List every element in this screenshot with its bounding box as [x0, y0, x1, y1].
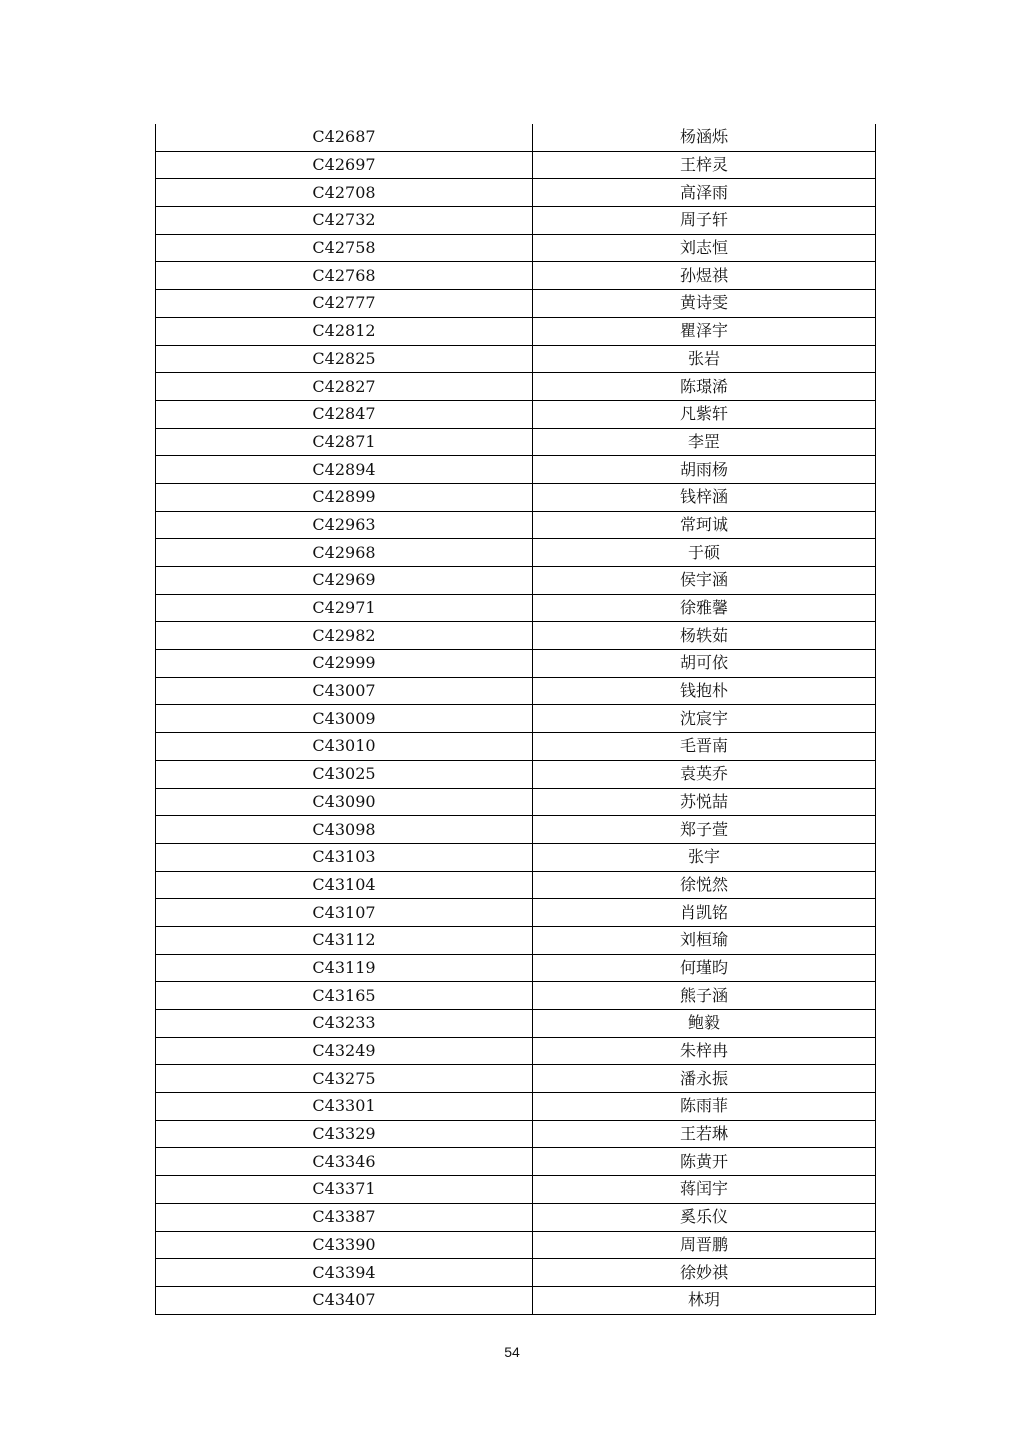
- table-row: [156, 622, 876, 650]
- candidate-code-cell: C42732: [156, 207, 533, 235]
- candidate-name-cell: 于硕: [533, 539, 876, 567]
- candidate-name-cell: 朱梓冉: [533, 1037, 876, 1065]
- candidate-code-cell: C43009: [156, 705, 533, 733]
- table-row: [156, 1148, 876, 1176]
- candidate-code-cell: C42963: [156, 511, 533, 539]
- table-row: [156, 788, 876, 816]
- candidate-code-cell: C43112: [156, 926, 533, 954]
- candidate-name-cell: 肖凯铭: [533, 899, 876, 927]
- table-row: [156, 1259, 876, 1287]
- candidate-code-cell: C42768: [156, 262, 533, 290]
- candidate-code-cell: C42971: [156, 594, 533, 622]
- candidate-code-cell: C42969: [156, 567, 533, 595]
- candidate-code-cell: C43407: [156, 1286, 533, 1314]
- table-row: [156, 1176, 876, 1204]
- candidate-name-cell: 周晋鹏: [533, 1231, 876, 1259]
- table-row: [156, 1231, 876, 1259]
- candidate-code-cell: C42999: [156, 650, 533, 678]
- candidate-code-cell: C43390: [156, 1231, 533, 1259]
- candidate-code-cell: C43346: [156, 1148, 533, 1176]
- table-row: [156, 483, 876, 511]
- table-row: [156, 871, 876, 899]
- candidate-name-cell: 钱梓涵: [533, 483, 876, 511]
- candidate-code-cell: C43098: [156, 816, 533, 844]
- candidate-name-cell: 周子轩: [533, 207, 876, 235]
- candidate-name-cell: 胡可依: [533, 650, 876, 678]
- candidate-code-cell: C43394: [156, 1259, 533, 1287]
- table-row: [156, 151, 876, 179]
- table-row: [156, 594, 876, 622]
- table-row: [156, 290, 876, 318]
- candidate-code-cell: C43275: [156, 1065, 533, 1093]
- candidate-name-cell: 苏悦喆: [533, 788, 876, 816]
- table-row: [156, 400, 876, 428]
- candidate-code-cell: C42968: [156, 539, 533, 567]
- table-row: [156, 179, 876, 207]
- candidate-name-cell: 钱抱朴: [533, 677, 876, 705]
- candidate-code-cell: C42894: [156, 456, 533, 484]
- table-row: [156, 262, 876, 290]
- table-row: [156, 124, 876, 151]
- table-row: [156, 373, 876, 401]
- candidate-code-cell: C43107: [156, 899, 533, 927]
- page-number: 54: [504, 1344, 520, 1360]
- candidate-name-cell: 毛晋南: [533, 733, 876, 761]
- table-row: [156, 677, 876, 705]
- candidate-code-cell: C43103: [156, 843, 533, 871]
- candidate-code-cell: C42812: [156, 317, 533, 345]
- candidate-name-cell: 瞿泽宇: [533, 317, 876, 345]
- candidate-code-cell: C43329: [156, 1120, 533, 1148]
- candidate-name-cell: 沈宸宇: [533, 705, 876, 733]
- candidate-name-cell: 袁英乔: [533, 760, 876, 788]
- table-row: [156, 1037, 876, 1065]
- table-row: [156, 1120, 876, 1148]
- roster-table: [155, 124, 876, 1315]
- table-row: [156, 760, 876, 788]
- table-row: [156, 705, 876, 733]
- table-row: [156, 1010, 876, 1038]
- candidate-code-cell: C42847: [156, 400, 533, 428]
- table-row: [156, 982, 876, 1010]
- candidate-name-cell: 杨涵烁: [533, 124, 876, 151]
- table-row: [156, 234, 876, 262]
- candidate-code-cell: C43165: [156, 982, 533, 1010]
- table-row: [156, 899, 876, 927]
- table-row: [156, 567, 876, 595]
- candidate-code-cell: C43010: [156, 733, 533, 761]
- candidate-name-cell: 张宇: [533, 843, 876, 871]
- table-row: [156, 207, 876, 235]
- candidate-code-cell: C42777: [156, 290, 533, 318]
- candidate-name-cell: 李罡: [533, 428, 876, 456]
- candidate-code-cell: C43090: [156, 788, 533, 816]
- candidate-code-cell: C43025: [156, 760, 533, 788]
- candidate-name-cell: 黄诗雯: [533, 290, 876, 318]
- table-row: [156, 954, 876, 982]
- candidate-code-cell: C42697: [156, 151, 533, 179]
- candidate-code-cell: C43249: [156, 1037, 533, 1065]
- candidate-name-cell: 陈雨菲: [533, 1093, 876, 1121]
- candidate-code-cell: C43301: [156, 1093, 533, 1121]
- candidate-name-cell: 徐雅馨: [533, 594, 876, 622]
- candidate-name-cell: 常珂诚: [533, 511, 876, 539]
- candidate-name-cell: 刘桓瑜: [533, 926, 876, 954]
- candidate-name-cell: 胡雨杨: [533, 456, 876, 484]
- table-row: [156, 1065, 876, 1093]
- roster-table-body: [156, 124, 876, 1314]
- candidate-code-cell: C43233: [156, 1010, 533, 1038]
- table-row: [156, 1286, 876, 1314]
- candidate-name-cell: 陈璟浠: [533, 373, 876, 401]
- table-row: [156, 733, 876, 761]
- candidate-name-cell: 蒋闰宇: [533, 1176, 876, 1204]
- candidate-code-cell: C43104: [156, 871, 533, 899]
- table-row: [156, 456, 876, 484]
- candidate-name-cell: 侯宇涵: [533, 567, 876, 595]
- candidate-code-cell: C42982: [156, 622, 533, 650]
- candidate-code-cell: C42687: [156, 124, 533, 151]
- candidate-name-cell: 凡紫轩: [533, 400, 876, 428]
- table-row: [156, 926, 876, 954]
- candidate-code-cell: C42899: [156, 483, 533, 511]
- table-row: [156, 345, 876, 373]
- table-row: [156, 650, 876, 678]
- candidate-name-cell: 王梓灵: [533, 151, 876, 179]
- candidate-code-cell: C43119: [156, 954, 533, 982]
- candidate-name-cell: 徐悦然: [533, 871, 876, 899]
- candidate-name-cell: 鲍毅: [533, 1010, 876, 1038]
- candidate-code-cell: C43387: [156, 1203, 533, 1231]
- candidate-name-cell: 徐妙祺: [533, 1259, 876, 1287]
- candidate-code-cell: C42758: [156, 234, 533, 262]
- candidate-name-cell: 高泽雨: [533, 179, 876, 207]
- candidate-name-cell: 林玥: [533, 1286, 876, 1314]
- candidate-name-cell: 熊子涵: [533, 982, 876, 1010]
- table-row: [156, 816, 876, 844]
- candidate-code-cell: C42708: [156, 179, 533, 207]
- candidate-name-cell: 孙煜祺: [533, 262, 876, 290]
- table-row: [156, 317, 876, 345]
- table-row: [156, 511, 876, 539]
- candidate-code-cell: C42825: [156, 345, 533, 373]
- candidate-name-cell: 杨轶茹: [533, 622, 876, 650]
- candidate-code-cell: C43371: [156, 1176, 533, 1204]
- candidate-name-cell: 潘永振: [533, 1065, 876, 1093]
- candidate-code-cell: C43007: [156, 677, 533, 705]
- candidate-code-cell: C42871: [156, 428, 533, 456]
- candidate-code-cell: C42827: [156, 373, 533, 401]
- candidate-name-cell: 张岩: [533, 345, 876, 373]
- table-row: [156, 843, 876, 871]
- candidate-name-cell: 刘志恒: [533, 234, 876, 262]
- table-row: [156, 1203, 876, 1231]
- table-row: [156, 428, 876, 456]
- candidate-name-cell: 奚乐仪: [533, 1203, 876, 1231]
- candidate-name-cell: 陈黄开: [533, 1148, 876, 1176]
- candidate-name-cell: 郑子萱: [533, 816, 876, 844]
- candidate-name-cell: 王若琳: [533, 1120, 876, 1148]
- table-row: [156, 1093, 876, 1121]
- candidate-name-cell: 何瑾昀: [533, 954, 876, 982]
- table-row: [156, 539, 876, 567]
